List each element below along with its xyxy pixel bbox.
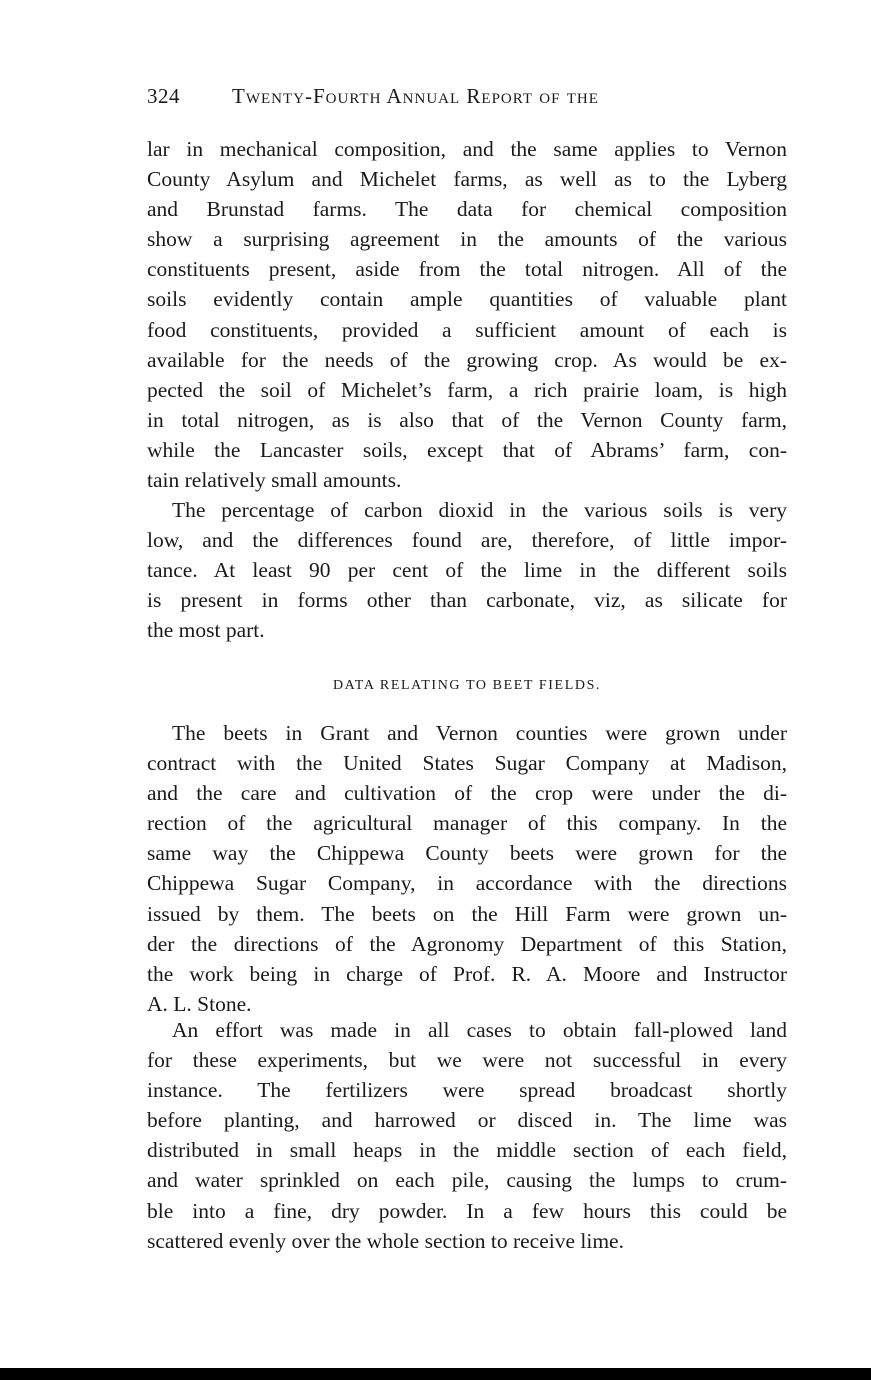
scan-border xyxy=(0,1368,871,1380)
text-line: and the care and cultivation of the crop were under the di- xyxy=(147,781,787,806)
text-line: The percentage of carbon dioxid in the various soils is very xyxy=(172,498,787,522)
text-line: soils evidently contain ample quantities of valuable plant xyxy=(147,287,787,312)
paragraph-3 xyxy=(147,718,787,1019)
running-head: Twenty-Fourth Annual Report of the xyxy=(232,84,599,108)
text-line: for these experiments, but we were not successful in every xyxy=(147,1048,787,1073)
text-line: constituents present, aside from the total nitrogen. All of the xyxy=(147,257,787,282)
text-line: An effort was made in all cases to obtain fall-plowed land xyxy=(172,1018,787,1042)
text-line: distributed in small heaps in the middle section of each field, xyxy=(147,1138,787,1163)
section-heading: DATA RELATING TO BEET FIELDS. xyxy=(332,678,602,693)
text-line: the most part. xyxy=(147,618,265,643)
text-line: and water sprinkled on each pile, causing the lumps to crum- xyxy=(147,1168,787,1193)
text-line: available for the needs of the growing crop. As would be ex- xyxy=(147,347,787,372)
text-line: The beets in Grant and Vernon counties were grown under xyxy=(172,721,787,745)
page-number: 324 xyxy=(147,84,180,108)
text-line: the work being in charge of Prof. R. A. Moore and Instructor xyxy=(147,961,787,986)
text-line: in total nitrogen, as is also that of the Vernon County farm, xyxy=(147,407,787,432)
text-line: and Brunstad farms. The data for chemical composition xyxy=(147,197,787,222)
text-line: ble into a fine, dry powder. In a few hours this could be xyxy=(147,1198,787,1223)
text-line: County Asylum and Michelet farms, as well as to the Lyberg xyxy=(147,167,787,192)
paragraph-4 xyxy=(147,1015,787,1256)
text-line: der the directions of the Agronomy Department of this Station, xyxy=(147,931,787,956)
text-line: tance. At least 90 per cent of the lime in the different soils xyxy=(147,558,787,583)
text-line: A. L. Stone. xyxy=(147,991,252,1016)
text-line: while the Lancaster soils, except that of Abrams’ farm, con- xyxy=(147,437,787,462)
page-header xyxy=(147,84,787,114)
paragraph-1 xyxy=(147,134,787,495)
text-line: Chippewa Sugar Company, in accordance with the directions xyxy=(147,871,787,896)
text-line: tain relatively small amounts. xyxy=(147,468,402,493)
text-line: food constituents, provided a sufficient amount of each is xyxy=(147,317,787,342)
text-line: show a surprising agreement in the amounts of the various xyxy=(147,227,787,252)
text-line: low, and the differences found are, therefore, of little impor- xyxy=(147,528,787,553)
text-line: rection of the agricultural manager of this company. In the xyxy=(147,811,787,836)
text-line: is present in forms other than carbonate, viz, as silicate for xyxy=(147,588,787,613)
text-line: instance. The fertilizers were spread broadcast shortly xyxy=(147,1078,787,1103)
text-line: same way the Chippewa County beets were grown for the xyxy=(147,841,787,866)
paragraph-2 xyxy=(147,495,787,645)
text-line: pected the soil of Michelet’s farm, a rich prairie loam, is high xyxy=(147,377,787,402)
text-line: issued by them. The beets on the Hill Farm were grown un- xyxy=(147,901,787,926)
text-line: scattered evenly over the whole section to receive lime. xyxy=(147,1228,624,1253)
text-line: contract with the United States Sugar Company at Madison, xyxy=(147,751,787,776)
text-line: lar in mechanical composition, and the same applies to Vernon xyxy=(147,137,787,161)
text-line: before planting, and harrowed or disced in. The lime was xyxy=(147,1108,787,1133)
